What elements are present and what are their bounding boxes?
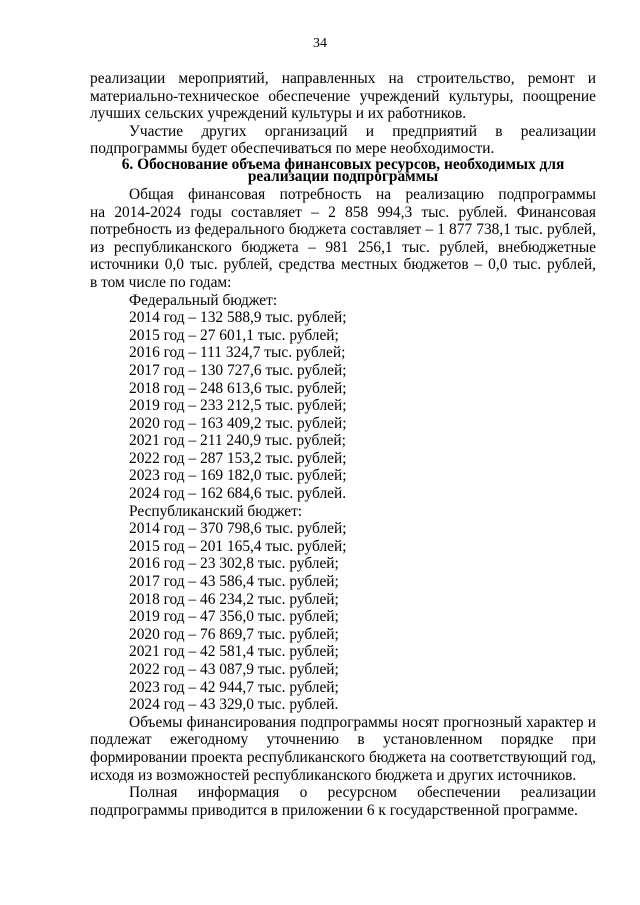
participation-line: Участие других организаций и предприятий в реализации bbox=[129, 122, 596, 140]
section-heading-line: 6. Обоснование объема финансовых ресурсов, необходимых для bbox=[121, 155, 565, 173]
republican-budget-label: Республиканский бюджет: bbox=[129, 502, 303, 520]
federal-year-line: 2014 год – 132 588,9 тыс. рублей; bbox=[129, 309, 347, 327]
federal-year-line: 2019 год – 233 212,5 тыс. рублей; bbox=[129, 397, 347, 415]
republican-budget-list bbox=[129, 503, 596, 714]
total-line: на 2014-2024 годы составляет – 2 858 994,3 тыс. рублей. Финансовая bbox=[90, 203, 596, 221]
federal-year-line: 2023 год – 169 182,0 тыс. рублей; bbox=[129, 467, 347, 485]
intro-line: лучших сельских учреждений культуры и их работников. bbox=[90, 105, 467, 123]
forecast-line: Объемы финансирования подпрограммы носят прогнозный характер и bbox=[129, 713, 596, 731]
total-line: в том числе по годам: bbox=[90, 273, 232, 291]
republican-year-line: 2022 год – 43 087,9 тыс. рублей; bbox=[129, 661, 339, 678]
republican-year-line: 2024 год – 43 329,0 тыс. рублей. bbox=[129, 696, 339, 714]
republican-year-line: 2017 год – 43 586,4 тыс. рублей; bbox=[129, 573, 339, 591]
federal-year-line: 2015 год – 27 601,1 тыс. рублей; bbox=[129, 326, 339, 344]
forecast-line: формировании проекта республиканского бюджета на соответствующий год, bbox=[90, 748, 596, 766]
info-line: подпрограммы приводится в приложении 6 к государственной программе. bbox=[90, 801, 578, 819]
section-heading-line: реализации подпрограммы bbox=[247, 167, 439, 185]
forecast-line: исходя из возможностей республиканского бюджета и других источников. bbox=[90, 766, 577, 784]
intro-line: реализации мероприятий, направленных на строительство, ремонт и bbox=[90, 70, 596, 87]
total-line: Общая финансовая потребность на реализацию подпрограммы bbox=[129, 185, 596, 203]
republican-year-line: 2016 год – 23 302,8 тыс. рублей; bbox=[129, 555, 339, 573]
section-heading bbox=[90, 155, 596, 185]
republican-year-line: 2015 год – 201 165,4 тыс. рублей; bbox=[129, 537, 347, 555]
federal-year-line: 2021 год – 211 240,9 тыс. рублей; bbox=[129, 432, 346, 450]
federal-year-line: 2018 год – 248 613,6 тыс. рублей; bbox=[129, 379, 347, 397]
total-line: потребность из федерального бюджета составляет – 1 877 738,1 тыс. рублей, bbox=[90, 221, 596, 239]
republican-year-line: 2021 год – 42 581,4 тыс. рублей; bbox=[129, 643, 339, 661]
republican-year-line: 2018 год – 46 234,2 тыс. рублей; bbox=[129, 590, 339, 608]
federal-year-line: 2016 год – 111 324,7 тыс. рублей; bbox=[129, 344, 346, 362]
intro-line: материально-техническое обеспечение учреждений культуры, поощрение bbox=[90, 87, 596, 105]
total-line: из республиканского бюджета – 981 256,1 тыс. рублей, внебюджетные bbox=[90, 238, 596, 256]
republican-year-line: 2020 год – 76 869,7 тыс. рублей; bbox=[129, 625, 339, 643]
federal-year-line: 2024 год – 162 684,6 тыс. рублей. bbox=[129, 485, 347, 503]
participation-line: подпрограммы будет обеспечиваться по мере необходимости. bbox=[90, 140, 495, 158]
federal-budget-list bbox=[129, 292, 596, 503]
federal-year-line: 2017 год – 130 727,6 тыс. рублей; bbox=[129, 361, 347, 379]
forecast-line: подлежат ежегодному уточнению в установленном порядке при bbox=[90, 731, 596, 749]
federal-year-line: 2020 год – 163 409,2 тыс. рублей; bbox=[129, 414, 347, 432]
federal-year-line: 2022 год – 287 153,2 тыс. рублей; bbox=[129, 449, 347, 467]
page-number: 34 bbox=[313, 36, 327, 51]
republican-year-line: 2023 год – 42 944,7 тыс. рублей; bbox=[129, 678, 339, 696]
republican-year-line: 2014 год – 370 798,6 тыс. рублей; bbox=[129, 520, 347, 538]
republican-year-line: 2019 год – 47 356,0 тыс. рублей; bbox=[129, 608, 339, 626]
document-body bbox=[90, 70, 596, 819]
total-line: источники 0,0 тыс. рублей, средства местных бюджетов – 0,0 тыс. рублей, bbox=[90, 256, 596, 274]
federal-budget-label: Федеральный бюджет: bbox=[129, 291, 278, 309]
info-line: Полная информация о ресурсном обеспечении реализации bbox=[129, 784, 596, 802]
